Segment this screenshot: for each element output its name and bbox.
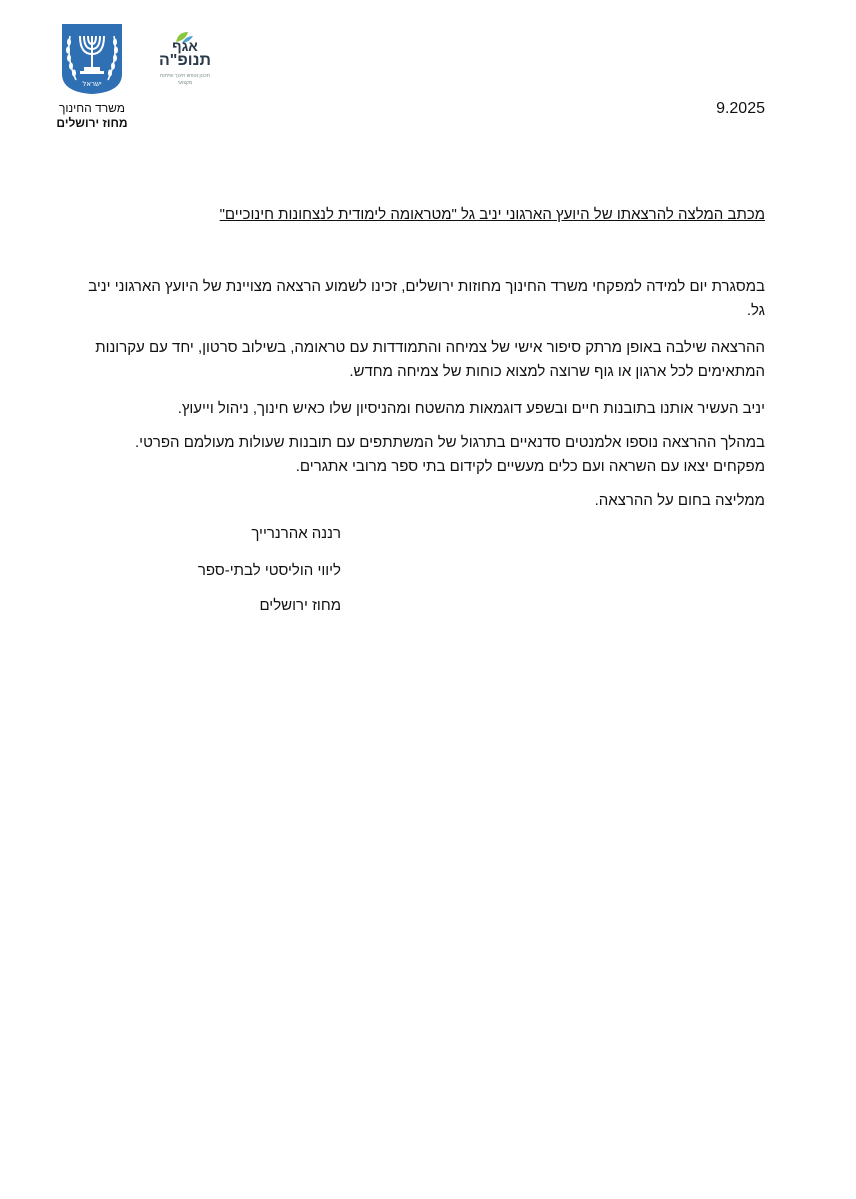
ministry-label: משרד החינוך [58,101,126,115]
district-label: מחוז ירושלים [56,116,128,130]
paragraph: ההרצאה שילבה באופן מרתק סיפור אישי של צמיחה והתמודדות עם טראומה, בשילוב סרטון, יחד עם עקרונות המתאימים לכל ארגון או גוף שרוצה למצוא כוחות של צמיחה מחדש. [95,339,765,380]
emblem-text: ישראל [82,80,102,88]
paragraph: במסגרת יום למידה למפקחי משרד החינוך מחוזות ירושלים, זכינו לשמוע הרצאה מצויינת של היועץ הארגוני יניב גל. [88,278,765,319]
signature-district: מחוז ירושלים [259,597,341,614]
paragraph: יניב העשיר אותנו בתובנות חיים ובשפע דוגמאות מהשטח ומהניסיון שלו כאיש חינוך, ניהול וייעוץ. [177,400,765,417]
paragraph: ממליצה בחום על ההרצאה. [594,492,765,509]
letter-date: 9.2025 [716,100,765,117]
letter-subject: מכתב המלצה להרצאתו של היועץ הארגוני יניב גל "מטראומה לימודית לנצחונות חינוכיים" [219,206,765,223]
tnufa-subtitle: תכנון ונופש חינוך ופיתוח מקצועי [159,73,211,86]
signature-role: ליווי הוליסטי לבתי-ספר [197,562,341,579]
tnufa-line2: תנופ"ה [158,52,212,69]
paragraph: במהלך ההרצאה נוספו אלמנטים סדנאיים בתרגול של המשתתפים עם תובנות שעולות מעולמם הפרטי. מפקחים יצאו עם השראה ועם כלים מעשיים לקידום בתי ספר מרובי אתגרים. [135,434,765,475]
tnufa-logo [152,30,218,92]
state-emblem-icon [60,22,124,96]
signature-name: רננה אהרנרייך [251,525,341,542]
tnufa-line1: אגף [172,38,198,54]
ministry-name [40,101,144,131]
